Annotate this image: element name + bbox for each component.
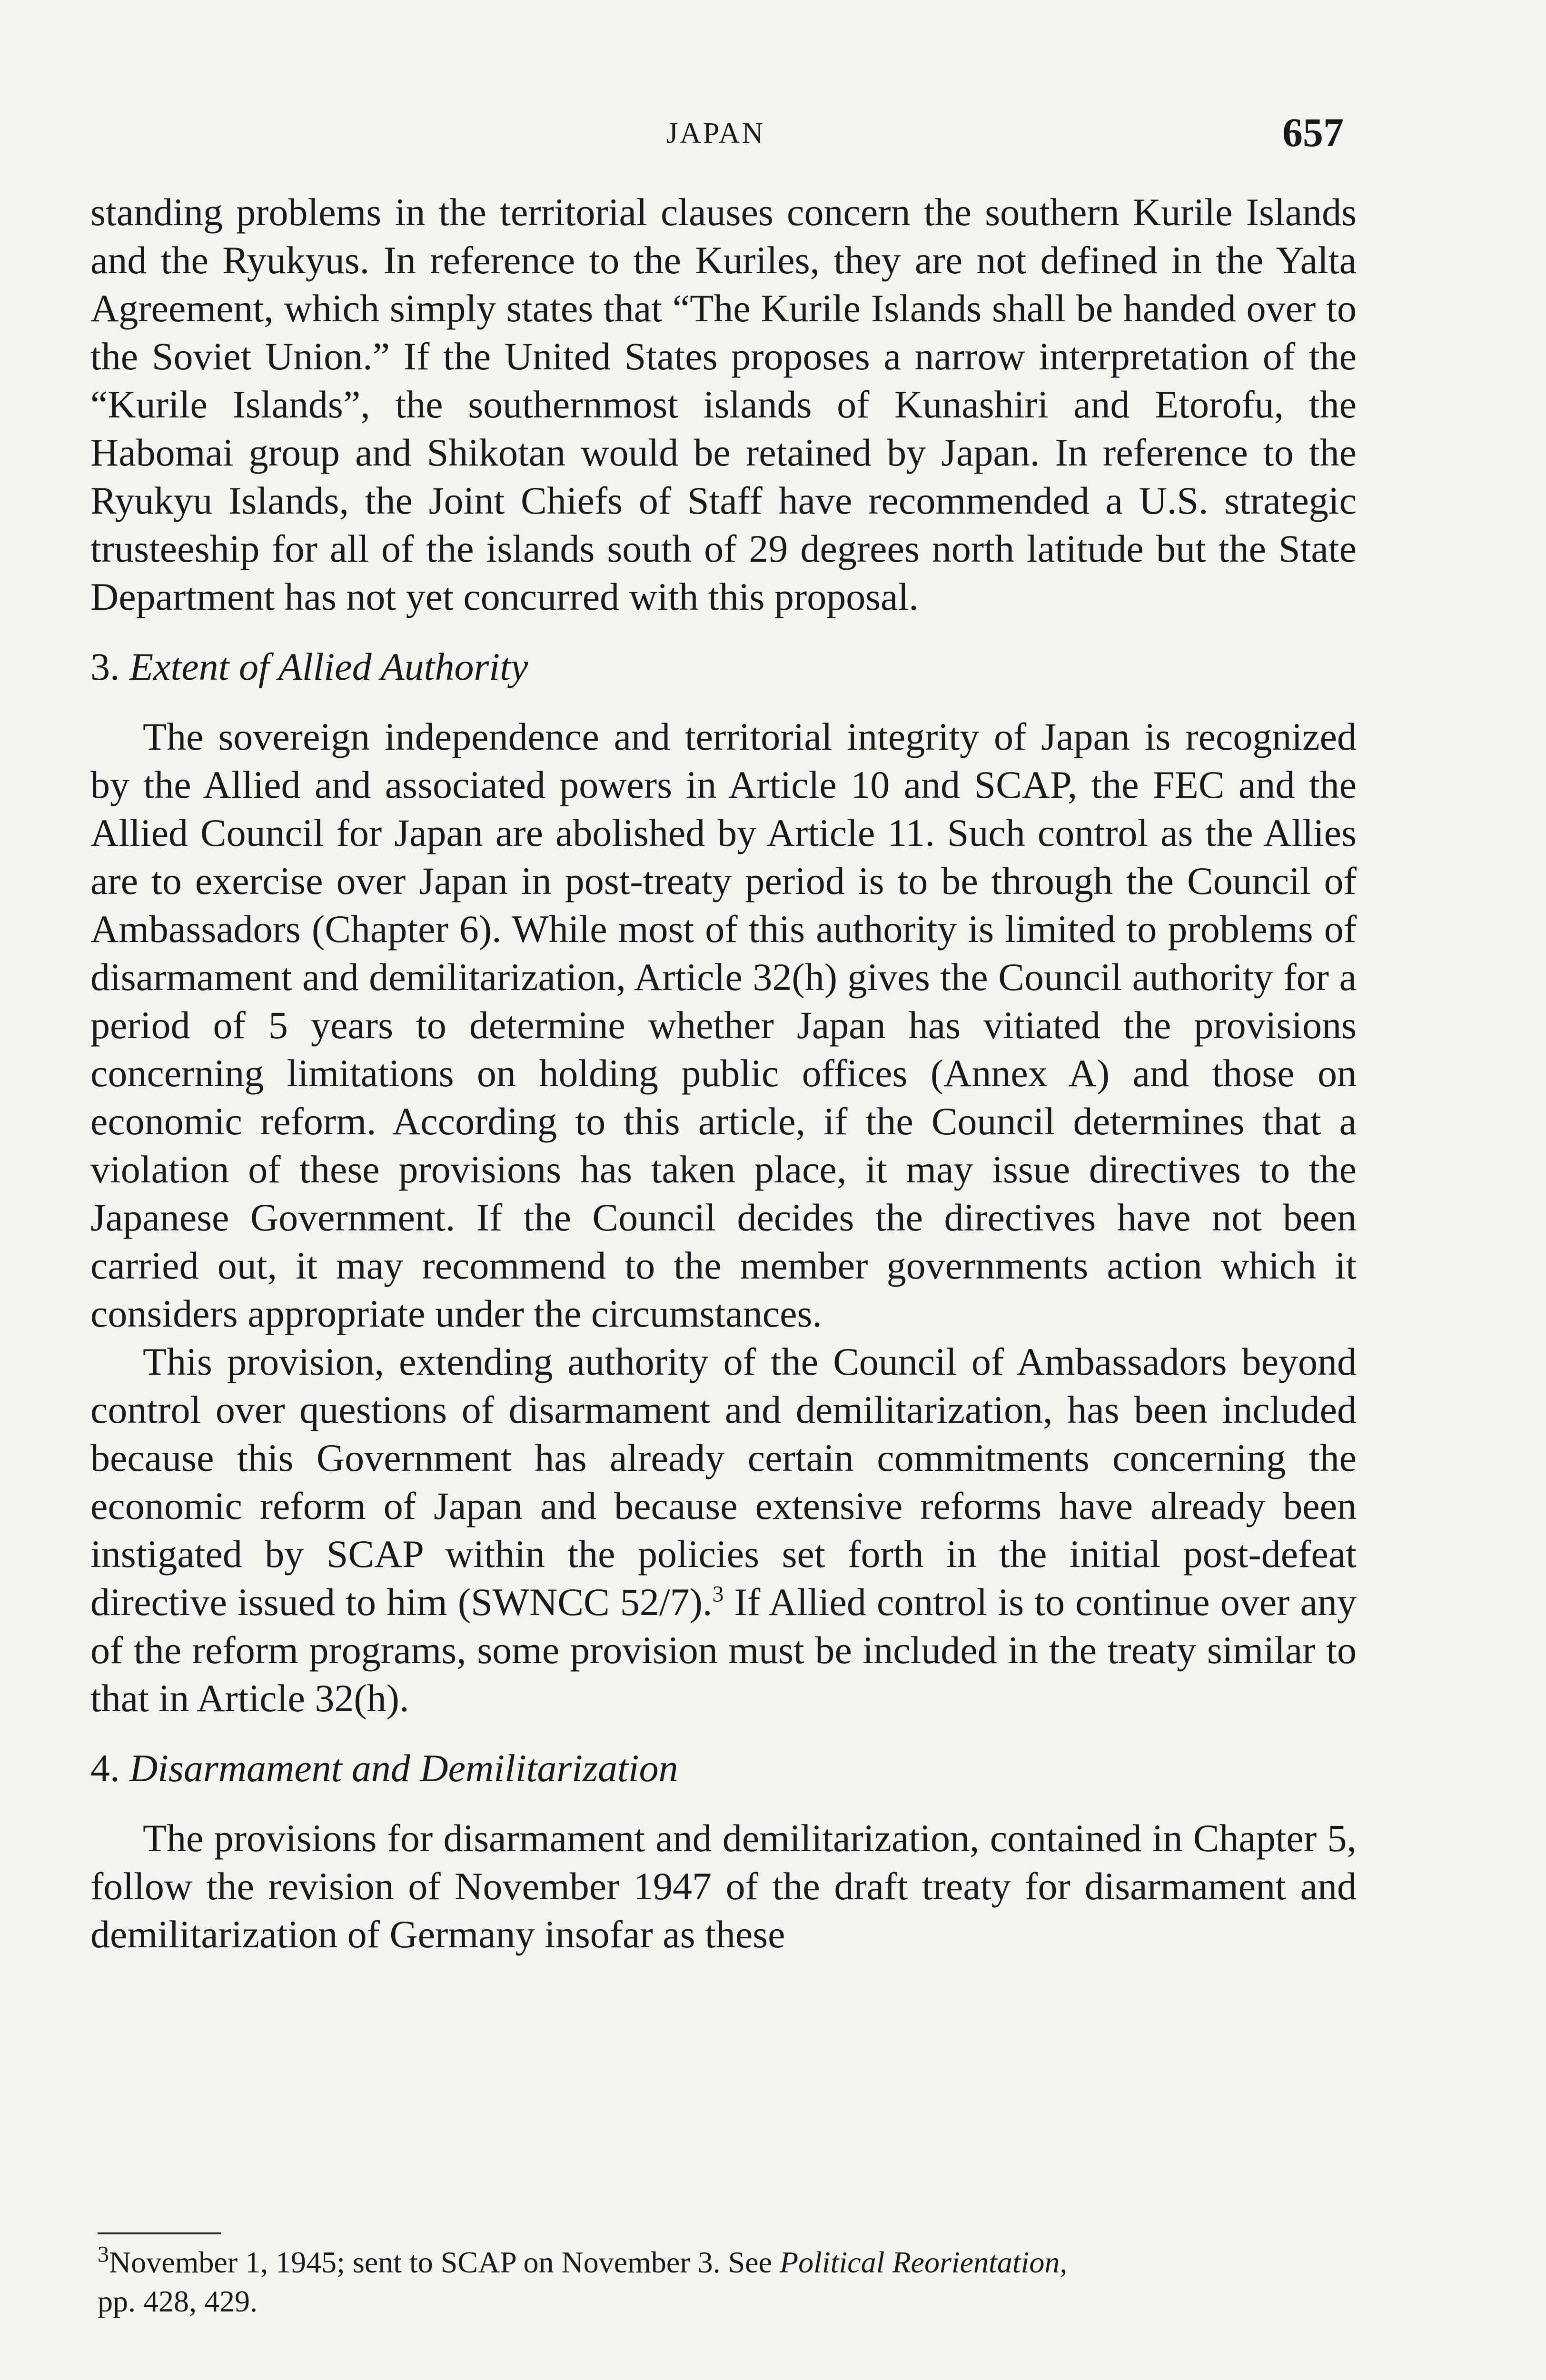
section-heading-3 [90, 643, 1357, 691]
paragraph-disarmament: The provisions for disarmament and demilitarization, contained in Chapter 5, follow the revision of November 1947 of the draft treaty for disarmament and demilitarization of Germany insofar as these [90, 1816, 1357, 1956]
footnote-divider [98, 2232, 221, 2234]
paragraph-text: If Allied control is to continue over any of the reform programs, some provision must be included in the treaty similar to that in Article 32(h). [90, 1580, 1357, 1720]
section-title: Disarmament and Demilitarization [129, 1746, 678, 1790]
section-title: Extent of Allied Authority [129, 645, 528, 688]
section-number: 4. [90, 1746, 120, 1790]
footnote-text: November 1, 1945; sent to SCAP on November 3. See [109, 2245, 780, 2279]
section-heading-4 [90, 1744, 1357, 1792]
section-number: 3. [90, 645, 120, 688]
footnote [98, 2243, 1359, 2321]
page-number: 657 [1282, 109, 1344, 155]
footnote-pages: pp. 428, 429. [98, 2284, 258, 2318]
footnote-citation: Political Reorientation, [780, 2245, 1068, 2279]
paragraph-text: This provision, extending authority of the Council of Ambassadors beyond control over questions of disarmament and demilitarization, has been included because this Government has already certain commitments concerning the economic reform of Japan and because extensive reforms have already been instigated by SCAP within the policies set forth in the initial post-defeat directive issued to him (SWNCC 52/7). [90, 1340, 1357, 1624]
body-text [90, 188, 1357, 1958]
paragraph-continuation: standing problems in the territorial clauses concern the southern Kurile Islands and the Ryukyus. In reference to the Kuriles, they are not defined in the Yalta Agreement, which simply states that “The Kurile Islands shall be handed over to the Soviet Union.” If the United States proposes a narrow interpretation of the “Kurile Islands”, the southernmost islands of Kunashiri and Etorofu, the Habomai group and Shikotan would be retained by Japan. In reference to the Ryukyu Islands, the Joint Chiefs of Staff have recommended a U.S. strategic trusteeship for all of the islands south of 29 degrees north latitude but the State Department has not yet concurred with this proposal. [90, 190, 1357, 618]
running-head: JAPAN [666, 117, 765, 149]
footnote-reference: 3 [712, 1581, 724, 1607]
footnote-marker: 3 [98, 2241, 109, 2267]
paragraph-provision [90, 1338, 1357, 1722]
paragraph-allied-authority: The sovereign independence and territorial integrity of Japan is recognized by the Allied and associated powers in Article 10 and SCAP, the FEC and the Allied Council for Japan are abolished by Article 11. Such control as the Allies are to exercise over Japan in post-treaty period is to be through the Council of Ambassadors (Chapter 6). While most of this authority is limited to problems of disarmament and demilitarization, Article 32(h) gives the Council authority for a period of 5 years to determine whether Japan has vitiated the provisions concerning limitations on holding public offices (Annex A) and those on economic reform. According to this article, if the Council determines that a violation of these provisions has taken place, it may issue directives to the Japanese Government. If the Council decides the directives have not been carried out, it may recommend to the member governments action which it considers appropriate under the circumstances. [90, 715, 1357, 1335]
